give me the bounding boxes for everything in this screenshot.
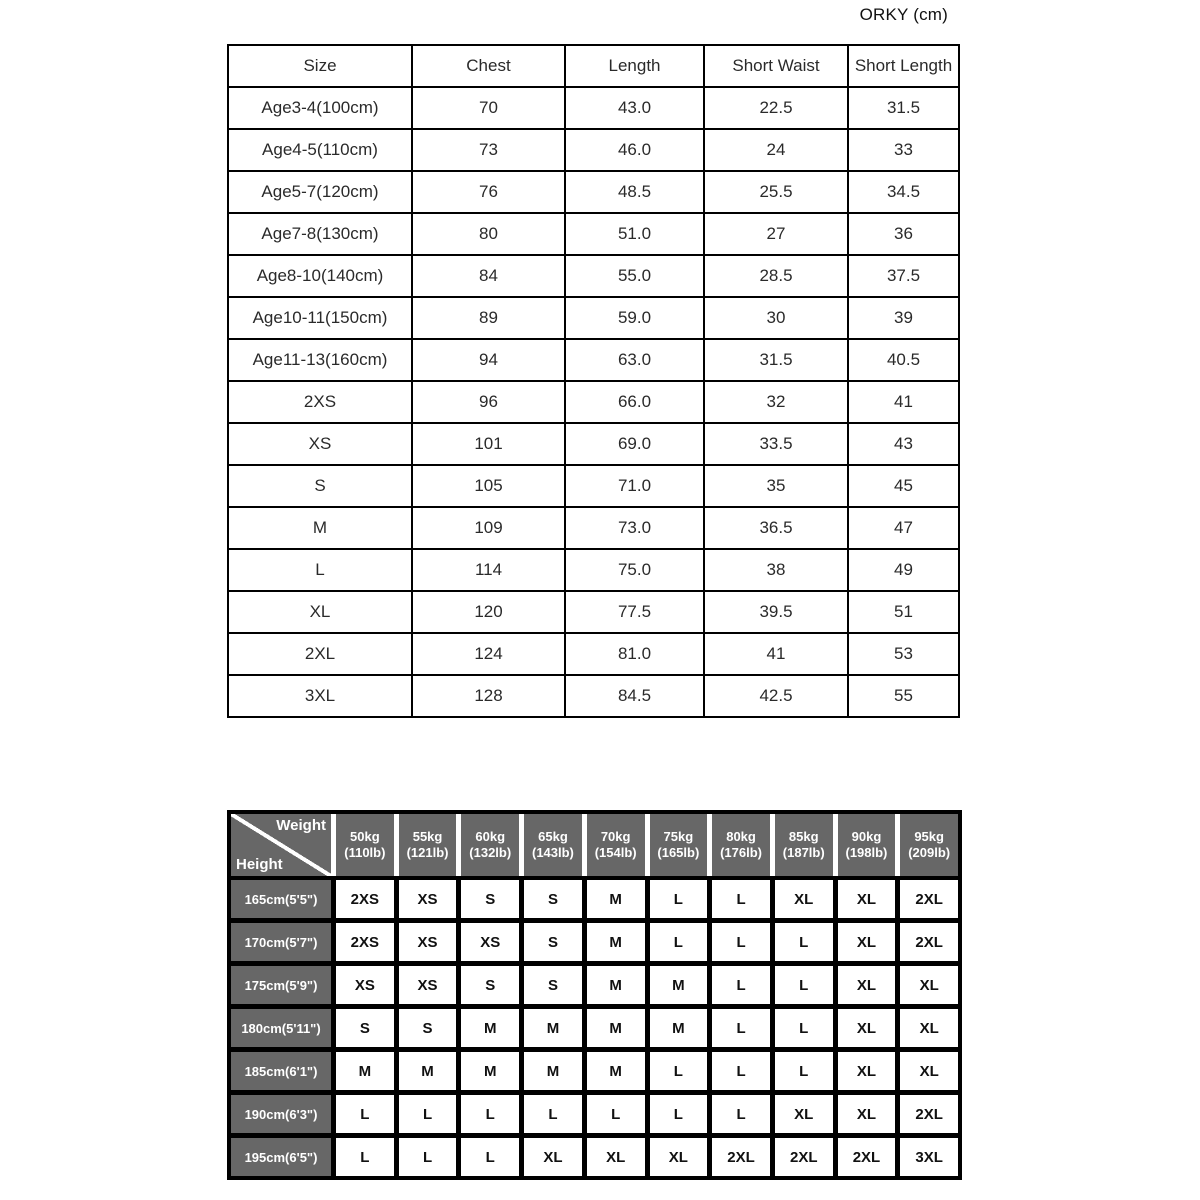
recommended-size-cell: L	[650, 923, 708, 961]
measurement-cell: 27	[704, 213, 848, 255]
recommended-size-cell: M	[587, 1009, 645, 1047]
recommended-size-cell: L	[587, 1095, 645, 1133]
size-label-cell: 3XL	[228, 675, 412, 717]
measurement-cell: 35	[704, 465, 848, 507]
weight-lb-label: (143lb)	[531, 845, 574, 860]
measurement-cell: 69.0	[565, 423, 704, 465]
measurement-cell: 53	[848, 633, 959, 675]
recommended-size-cell: XL	[900, 1052, 958, 1090]
recommended-size-cell: XL	[650, 1138, 708, 1176]
measurement-cell: 51.0	[565, 213, 704, 255]
recommended-size-cell: S	[336, 1009, 394, 1047]
recommended-size-cell: XL	[838, 1052, 896, 1090]
measurement-cell: 70	[412, 87, 565, 129]
weight-kg-label: 60kg	[475, 829, 506, 845]
measurement-cell: 45	[848, 465, 959, 507]
weight-lb-label: (110lb)	[344, 845, 386, 860]
measurement-cell: 34.5	[848, 171, 959, 213]
recommended-size-cell: L	[775, 966, 833, 1004]
measurement-cell: 71.0	[565, 465, 704, 507]
size-label-cell: Age4-5(110cm)	[228, 129, 412, 171]
height-header-cell: 180cm(5'11")	[231, 1009, 331, 1047]
recommended-size-cell: XL	[775, 880, 833, 918]
recommended-size-cell: M	[524, 1009, 582, 1047]
size-table-header-row	[228, 45, 959, 87]
size-table-row	[228, 675, 959, 717]
weight-lb-label: (176lb)	[720, 845, 762, 860]
measurement-cell: 32	[704, 381, 848, 423]
weight-header-cell	[838, 814, 896, 876]
recommended-size-cell: XL	[838, 1095, 896, 1133]
measurement-cell: 42.5	[704, 675, 848, 717]
size-table-header: Short Length	[848, 45, 959, 87]
measurement-cell: 101	[412, 423, 565, 465]
recommended-size-cell: XL	[900, 1009, 958, 1047]
size-table-header: Size	[228, 45, 412, 87]
measurement-cell: 33	[848, 129, 959, 171]
recommended-size-cell: M	[336, 1052, 394, 1090]
size-label-cell: XS	[228, 423, 412, 465]
recommended-size-cell: 2XL	[838, 1138, 896, 1176]
recommended-size-cell: XL	[838, 880, 896, 918]
recommended-size-cell: 2XS	[336, 880, 394, 918]
size-table-row	[228, 591, 959, 633]
recommended-size-cell: L	[461, 1138, 519, 1176]
size-label-cell: Age10-11(150cm)	[228, 297, 412, 339]
measurement-cell: 31.5	[704, 339, 848, 381]
recommended-size-cell: L	[775, 1052, 833, 1090]
recommended-size-cell: L	[399, 1138, 457, 1176]
size-label-cell: S	[228, 465, 412, 507]
measurement-cell: 49	[848, 549, 959, 591]
measurement-cell: 84.5	[565, 675, 704, 717]
height-header-cell: 185cm(6'1")	[231, 1052, 331, 1090]
size-table-row	[228, 507, 959, 549]
size-table-row	[228, 381, 959, 423]
size-table-row	[228, 339, 959, 381]
weight-lb-label: (132lb)	[469, 845, 512, 860]
recommended-size-cell: M	[587, 923, 645, 961]
measurement-cell: 38	[704, 549, 848, 591]
fit-matrix-table	[227, 810, 962, 1180]
height-header-cell: 190cm(6'3")	[231, 1095, 331, 1133]
measurement-cell: 75.0	[565, 549, 704, 591]
measurement-cell: 25.5	[704, 171, 848, 213]
recommended-size-cell: XS	[399, 966, 457, 1004]
size-label-cell: 2XS	[228, 381, 412, 423]
recommended-size-cell: S	[524, 966, 582, 1004]
weight-header-cell	[712, 814, 770, 876]
recommended-size-cell: S	[461, 966, 519, 1004]
recommended-size-cell: 2XL	[900, 880, 958, 918]
measurement-cell: 39.5	[704, 591, 848, 633]
recommended-size-cell: XL	[900, 966, 958, 1004]
size-label-cell: L	[228, 549, 412, 591]
measurement-cell: 30	[704, 297, 848, 339]
recommended-size-cell: L	[712, 923, 770, 961]
recommended-size-cell: XL	[838, 966, 896, 1004]
size-table-row	[228, 465, 959, 507]
size-chart-table	[227, 44, 960, 718]
weight-header-cell	[900, 814, 958, 876]
height-header-cell: 175cm(5'9")	[231, 966, 331, 1004]
size-table-body	[228, 87, 959, 717]
measurement-cell: 80	[412, 213, 565, 255]
recommended-size-cell: L	[336, 1138, 394, 1176]
size-table-header: Length	[565, 45, 704, 87]
measurement-cell: 22.5	[704, 87, 848, 129]
weight-kg-label: 85kg	[788, 829, 819, 845]
measurement-cell: 66.0	[565, 381, 704, 423]
recommended-size-cell: 2XL	[900, 923, 958, 961]
weight-kg-label: 95kg	[914, 829, 944, 845]
measurement-cell: 24	[704, 129, 848, 171]
recommended-size-cell: S	[524, 880, 582, 918]
size-label-cell: Age3-4(100cm)	[228, 87, 412, 129]
recommended-size-cell: L	[399, 1095, 457, 1133]
corner-height-label: Height	[236, 856, 283, 873]
recommended-size-cell: M	[650, 1009, 708, 1047]
recommended-size-cell: L	[461, 1095, 519, 1133]
weight-lb-label: (121lb)	[406, 845, 449, 860]
measurement-cell: 109	[412, 507, 565, 549]
measurement-cell: 43.0	[565, 87, 704, 129]
size-table-row	[228, 549, 959, 591]
size-table-row	[228, 255, 959, 297]
recommended-size-cell: M	[650, 966, 708, 1004]
recommended-size-cell: M	[587, 880, 645, 918]
recommended-size-cell: 3XL	[900, 1138, 958, 1176]
measurement-cell: 51	[848, 591, 959, 633]
recommended-size-cell: L	[712, 966, 770, 1004]
weight-header-cell	[336, 814, 394, 876]
recommended-size-cell: 2XS	[336, 923, 394, 961]
recommended-size-cell: XL	[838, 923, 896, 961]
recommended-size-cell: M	[461, 1009, 519, 1047]
recommended-size-cell: XL	[524, 1138, 582, 1176]
measurement-cell: 40.5	[848, 339, 959, 381]
size-label-cell: Age5-7(120cm)	[228, 171, 412, 213]
measurement-cell: 46.0	[565, 129, 704, 171]
recommended-size-cell: S	[524, 923, 582, 961]
recommended-size-cell: L	[712, 1052, 770, 1090]
measurement-cell: 84	[412, 255, 565, 297]
recommended-size-cell: L	[524, 1095, 582, 1133]
recommended-size-cell: L	[650, 1052, 708, 1090]
measurement-cell: 81.0	[565, 633, 704, 675]
weight-lb-label: (154lb)	[594, 845, 637, 860]
measurement-cell: 37.5	[848, 255, 959, 297]
size-table-row	[228, 213, 959, 255]
size-table-row	[228, 633, 959, 675]
measurement-cell: 94	[412, 339, 565, 381]
measurement-cell: 73	[412, 129, 565, 171]
recommended-size-cell: L	[650, 880, 708, 918]
weight-header-cell	[399, 814, 457, 876]
weight-header-cell	[524, 814, 582, 876]
size-label-cell: Age7-8(130cm)	[228, 213, 412, 255]
recommended-size-cell: 2XL	[712, 1138, 770, 1176]
weight-kg-label: 55kg	[412, 829, 443, 845]
size-table-row	[228, 87, 959, 129]
size-label-cell: M	[228, 507, 412, 549]
weight-header-cell	[775, 814, 833, 876]
recommended-size-cell: L	[775, 923, 833, 961]
recommended-size-cell: M	[587, 1052, 645, 1090]
size-table-row	[228, 171, 959, 213]
measurement-cell: 55	[848, 675, 959, 717]
size-table-row	[228, 297, 959, 339]
weight-lb-label: (165lb)	[657, 845, 700, 860]
size-table-header: Chest	[412, 45, 565, 87]
recommended-size-cell: XL	[587, 1138, 645, 1176]
recommended-size-cell: XS	[461, 923, 519, 961]
weight-lb-label: (198lb)	[845, 845, 888, 860]
size-label-cell: 2XL	[228, 633, 412, 675]
measurement-cell: 33.5	[704, 423, 848, 465]
recommended-size-cell: M	[587, 966, 645, 1004]
measurement-cell: 105	[412, 465, 565, 507]
recommended-size-cell: L	[712, 880, 770, 918]
size-label-cell: Age11-13(160cm)	[228, 339, 412, 381]
measurement-cell: 114	[412, 549, 565, 591]
measurement-cell: 41	[704, 633, 848, 675]
orky-unit-label: ORKY (cm)	[859, 5, 948, 24]
weight-lb-label: (187lb)	[782, 845, 825, 860]
size-label-cell: Age8-10(140cm)	[228, 255, 412, 297]
recommended-size-cell: XL	[838, 1009, 896, 1047]
measurement-cell: 73.0	[565, 507, 704, 549]
recommended-size-cell: M	[399, 1052, 457, 1090]
weight-kg-label: 75kg	[663, 829, 694, 845]
height-header-cell: 170cm(5'7")	[231, 923, 331, 961]
recommended-size-cell: XS	[336, 966, 394, 1004]
size-table-row	[228, 129, 959, 171]
weight-header-cell	[650, 814, 708, 876]
weight-kg-label: 65kg	[538, 829, 568, 845]
recommended-size-cell: 2XL	[775, 1138, 833, 1176]
measurement-cell: 77.5	[565, 591, 704, 633]
recommended-size-cell: S	[461, 880, 519, 918]
recommended-size-cell: M	[461, 1052, 519, 1090]
recommended-size-cell: S	[399, 1009, 457, 1047]
recommended-size-cell: L	[712, 1009, 770, 1047]
measurement-cell: 41	[848, 381, 959, 423]
height-header-cell: 165cm(5'5")	[231, 880, 331, 918]
size-table-header: Short Waist	[704, 45, 848, 87]
weight-header-cell	[461, 814, 519, 876]
recommended-size-cell: M	[524, 1052, 582, 1090]
corner-weight-label: Weight	[276, 817, 326, 834]
measurement-cell: 36.5	[704, 507, 848, 549]
measurement-cell: 124	[412, 633, 565, 675]
weight-kg-label: 70kg	[600, 829, 631, 845]
size-table-row	[228, 423, 959, 465]
weight-kg-label: 80kg	[726, 829, 756, 845]
measurement-cell: 28.5	[704, 255, 848, 297]
measurement-cell: 55.0	[565, 255, 704, 297]
measurement-cell: 128	[412, 675, 565, 717]
recommended-size-cell: L	[336, 1095, 394, 1133]
recommended-size-cell: XS	[399, 923, 457, 961]
measurement-cell: 96	[412, 381, 565, 423]
size-label-cell: XL	[228, 591, 412, 633]
measurement-cell: 89	[412, 297, 565, 339]
measurement-cell: 43	[848, 423, 959, 465]
recommended-size-cell: XL	[775, 1095, 833, 1133]
measurement-cell: 59.0	[565, 297, 704, 339]
fit-matrix-header-row	[231, 814, 958, 876]
recommended-size-cell: L	[775, 1009, 833, 1047]
height-header-cell: 195cm(6'5")	[231, 1138, 331, 1176]
weight-lb-label: (209lb)	[908, 845, 951, 860]
measurement-cell: 63.0	[565, 339, 704, 381]
measurement-cell: 120	[412, 591, 565, 633]
measurement-cell: 31.5	[848, 87, 959, 129]
fit-matrix-body	[231, 876, 958, 1176]
recommended-size-cell: L	[650, 1095, 708, 1133]
recommended-size-cell: 2XL	[900, 1095, 958, 1133]
measurement-cell: 47	[848, 507, 959, 549]
weight-height-corner-cell	[231, 814, 331, 876]
recommended-size-cell: L	[712, 1095, 770, 1133]
weight-kg-label: 50kg	[350, 829, 380, 845]
measurement-cell: 39	[848, 297, 959, 339]
weight-header-cell	[587, 814, 645, 876]
measurement-cell: 36	[848, 213, 959, 255]
measurement-cell: 48.5	[565, 171, 704, 213]
recommended-size-cell: XS	[399, 880, 457, 918]
measurement-cell: 76	[412, 171, 565, 213]
weight-kg-label: 90kg	[851, 829, 882, 845]
